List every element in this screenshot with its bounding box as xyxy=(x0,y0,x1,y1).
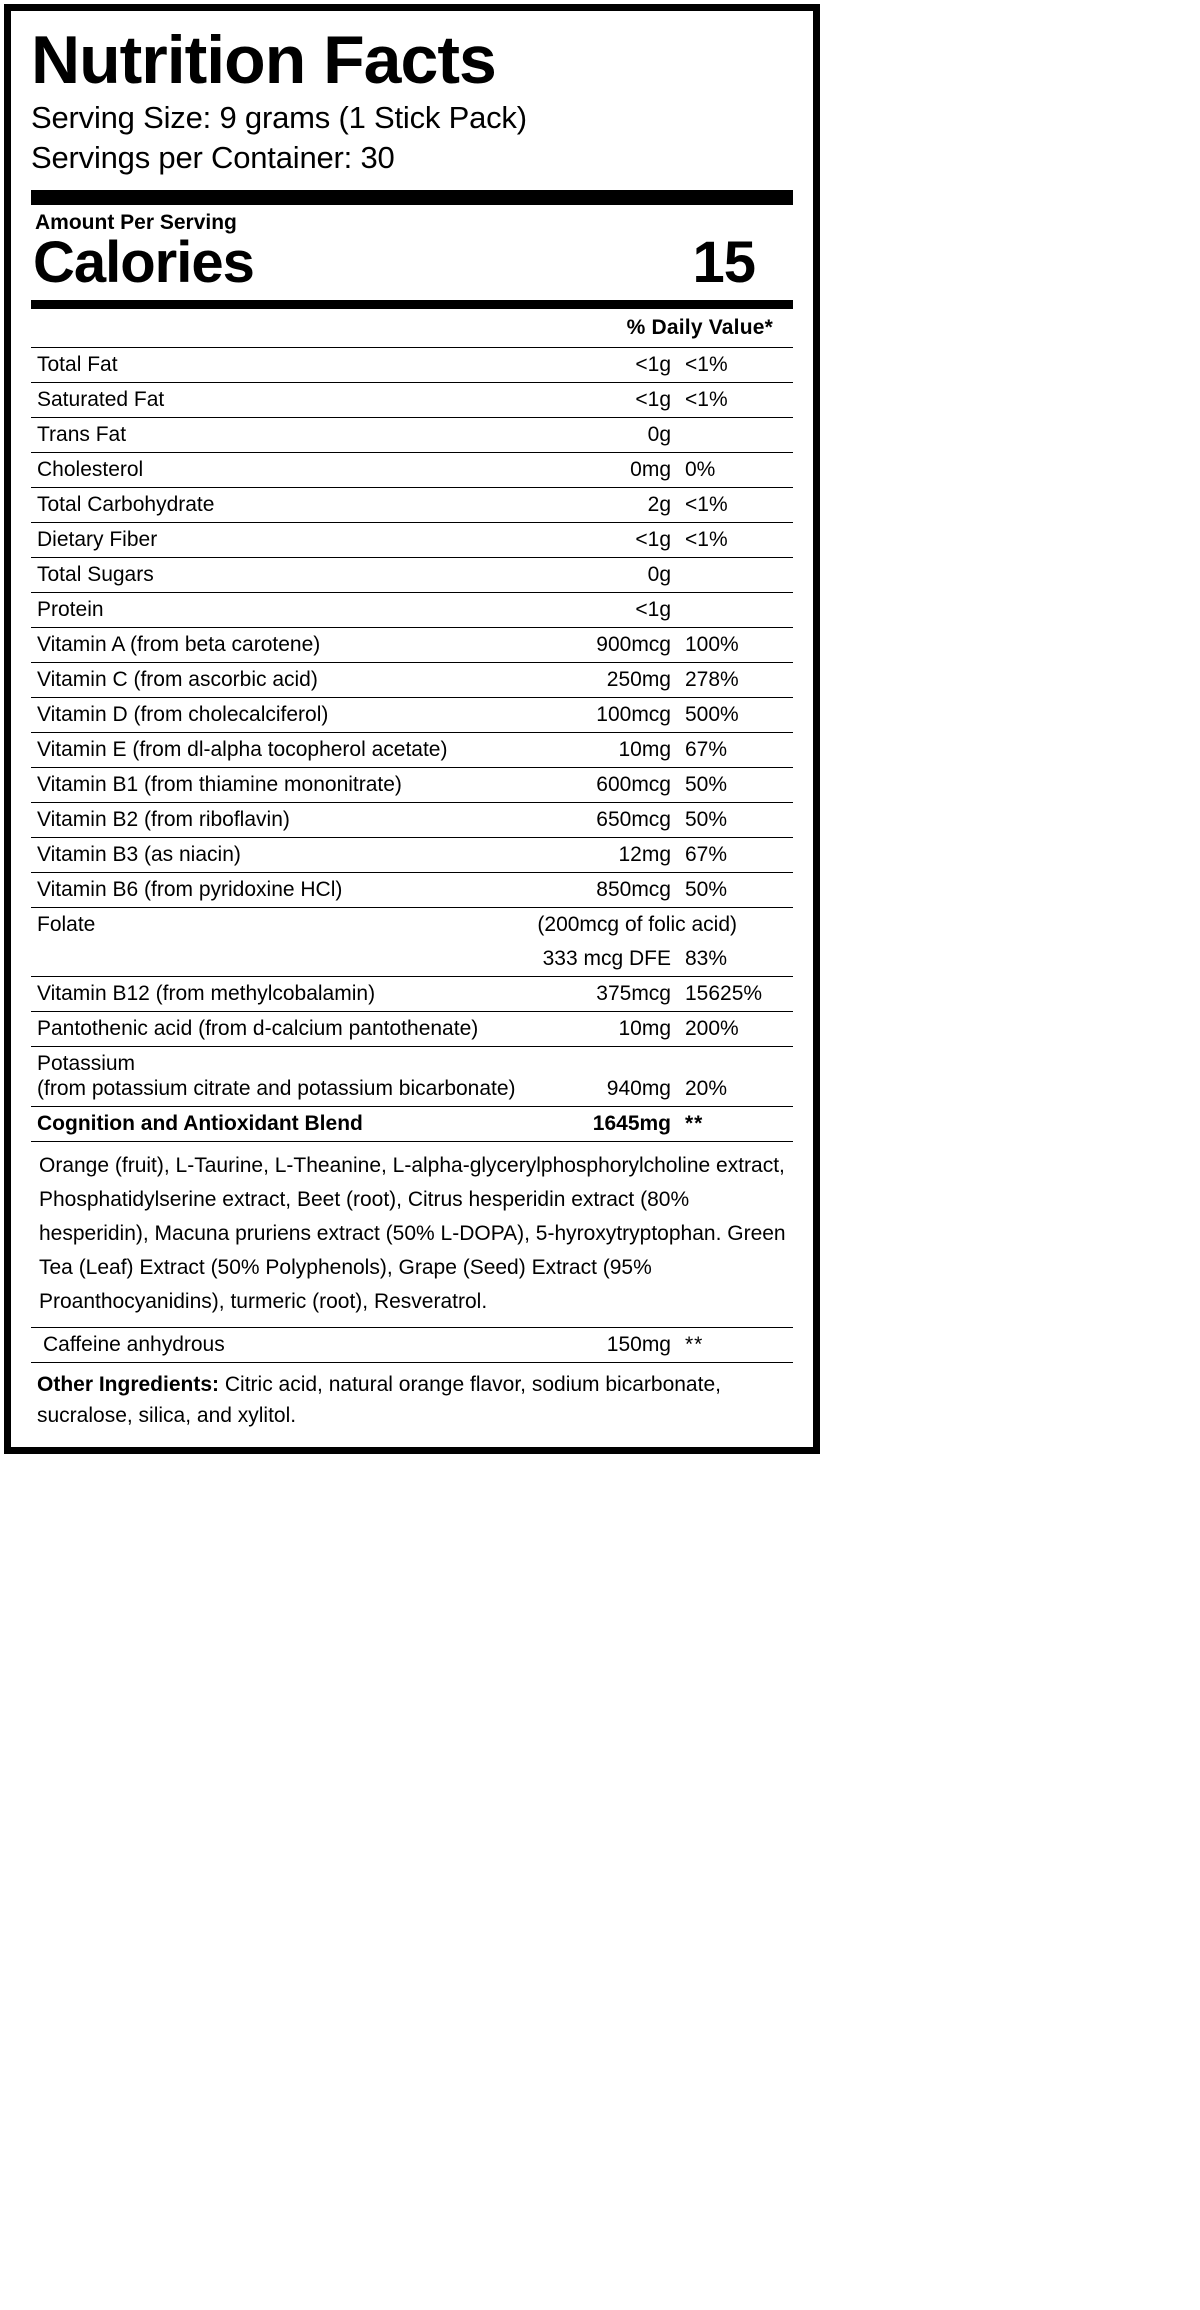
table-row xyxy=(31,697,793,732)
nutrient-name: Trans Fat xyxy=(31,417,533,452)
nutrient-dv: 278% xyxy=(677,662,793,697)
caffeine-table xyxy=(31,1327,793,1362)
nutrient-amount: <1g xyxy=(533,592,677,627)
nutrient-name: Folate xyxy=(31,907,533,942)
servings-per-container-text: Servings per Container: 30 xyxy=(31,140,395,176)
nutrient-amount: 850mcg xyxy=(533,872,677,907)
nutrient-amount: <1g xyxy=(533,382,677,417)
nutrient-amount: <1g xyxy=(533,522,677,557)
nutrient-name: Vitamin B12 (from methylcobalamin) xyxy=(31,976,533,1011)
nutrient-name: Saturated Fat xyxy=(31,382,533,417)
table-row xyxy=(31,976,793,1011)
table-row xyxy=(31,557,793,592)
nutrient-amount: 0g xyxy=(533,417,677,452)
nutrient-name: Vitamin B3 (as niacin) xyxy=(31,837,533,872)
nutrient-name: Total Sugars xyxy=(31,557,533,592)
nutrient-amount: 100mcg xyxy=(533,697,677,732)
nutrient-dv: 50% xyxy=(677,872,793,907)
nutrient-name: Vitamin D (from cholecalciferol) xyxy=(31,697,533,732)
nutrient-dv: 20% xyxy=(677,1046,793,1107)
nutrient-dv: 100% xyxy=(677,627,793,662)
table-row-blend xyxy=(31,1107,793,1142)
blend-name: Cognition and Antioxidant Blend xyxy=(31,1107,533,1142)
calories-label: Calories xyxy=(33,229,254,295)
nutrient-dv: 83% xyxy=(685,946,728,970)
nutrient-name: Vitamin B2 (from riboflavin) xyxy=(31,802,533,837)
blend-dv: ** xyxy=(677,1107,793,1142)
nutrient-name: Vitamin E (from dl-alpha tocopherol acetate) xyxy=(31,732,533,767)
daily-value-header: % Daily Value* xyxy=(626,315,773,339)
table-row-potassium xyxy=(31,1046,793,1107)
table-row xyxy=(31,417,793,452)
nutrition-facts-panel xyxy=(4,4,820,1454)
nutrient-dv: 50% xyxy=(677,767,793,802)
nutrient-name: Vitamin B6 (from pyridoxine HCl) xyxy=(31,872,533,907)
table-row xyxy=(31,347,793,382)
caffeine-amount: 150mg xyxy=(505,1328,677,1363)
caffeine-name: Caffeine anhydrous xyxy=(31,1328,505,1363)
table-row xyxy=(31,487,793,522)
table-row xyxy=(31,872,793,907)
table-row xyxy=(31,592,793,627)
nutrient-name: Vitamin C (from ascorbic acid) xyxy=(31,662,533,697)
folate-spacer xyxy=(31,942,533,977)
amount-per-serving-label: Amount Per Serving xyxy=(35,210,237,234)
nutrient-name: Total Carbohydrate xyxy=(31,487,533,522)
potassium-name xyxy=(31,1046,533,1107)
potassium-name-line1: Potassium xyxy=(37,1051,136,1075)
nutrient-amount: 333 mcg DFE xyxy=(542,946,671,970)
nutrient-dv: 15625% xyxy=(677,976,793,1011)
folate-note: (200mcg of folic acid) xyxy=(533,907,793,942)
potassium-name-line2: (from potassium citrate and potassium bicarbonate) xyxy=(37,1076,516,1100)
nutrient-table xyxy=(31,347,793,1142)
table-row xyxy=(31,382,793,417)
nutrient-name: Protein xyxy=(31,592,533,627)
nutrient-amount: 600mcg xyxy=(533,767,677,802)
nutrient-dv: <1% xyxy=(677,347,793,382)
nutrient-amount: 12mg xyxy=(533,837,677,872)
table-row xyxy=(31,452,793,487)
blend-amount: 1645mg xyxy=(533,1107,677,1142)
nutrient-dv: 200% xyxy=(677,1011,793,1046)
nutrient-dv: 67% xyxy=(677,837,793,872)
other-ingredients-label: Other Ingredients: xyxy=(37,1373,220,1397)
nutrient-dv: 500% xyxy=(677,697,793,732)
nutrient-name: Dietary Fiber xyxy=(31,522,533,557)
table-row xyxy=(31,767,793,802)
table-row xyxy=(31,627,793,662)
table-row xyxy=(31,662,793,697)
nutrient-amount: 0g xyxy=(533,557,677,592)
table-row xyxy=(31,837,793,872)
calories-value: 15 xyxy=(692,229,755,295)
table-row xyxy=(31,732,793,767)
nutrient-amount: <1g xyxy=(533,347,677,382)
nutrient-dv xyxy=(677,592,793,627)
blend-ingredients-text: Orange (fruit), L-Taurine, L-Theanine, L-alpha-glycerylphosphorylcholine extract, Phosphatidylserine extract, Beet (root), Citrus hesperidin extract (80% hesperidin), Macuna pruriens extract (50% L-DOPA), 5-hyroxytryptophan. Green Tea (Leaf) Extract (50% Polyphenols), Grape (Seed) Extract (95% Proanthocyanidins), turmeric (root), Resveratrol. xyxy=(31,1141,793,1327)
nutrient-amount: 2g xyxy=(533,487,677,522)
divider-medium xyxy=(31,300,793,309)
nutrient-name: Pantothenic acid (from d-calcium pantothenate) xyxy=(31,1011,533,1046)
other-ingredients xyxy=(31,1362,793,1433)
nutrient-amount: 10mg xyxy=(533,732,677,767)
table-row-caffeine xyxy=(31,1328,793,1363)
nutrient-amount: 10mg xyxy=(533,1011,677,1046)
nutrient-amount: 940mg xyxy=(533,1046,677,1107)
table-row-folate xyxy=(31,907,793,942)
divider-thick-top xyxy=(31,190,793,205)
nutrient-name: Total Fat xyxy=(31,347,533,382)
table-row-folate-amount xyxy=(31,942,793,977)
nutrient-dv xyxy=(677,557,793,592)
nutrient-dv: <1% xyxy=(677,487,793,522)
serving-size-text: Serving Size: 9 grams (1 Stick Pack) xyxy=(31,100,527,136)
nutrient-dv xyxy=(677,417,793,452)
page-title: Nutrition Facts xyxy=(31,22,496,98)
table-row xyxy=(31,1011,793,1046)
nutrient-name: Cholesterol xyxy=(31,452,533,487)
nutrient-amount: 900mcg xyxy=(533,627,677,662)
other-ingredients-text: Citric acid, natural orange flavor, sodium bicarbonate, sucralose, silica, and xylitol. xyxy=(37,1373,721,1427)
table-row xyxy=(31,522,793,557)
nutrient-dv: <1% xyxy=(677,522,793,557)
caffeine-dv: ** xyxy=(677,1328,793,1363)
nutrient-amount: 0mg xyxy=(533,452,677,487)
nutrient-dv: 0% xyxy=(677,452,793,487)
nutrient-name: Vitamin A (from beta carotene) xyxy=(31,627,533,662)
nutrient-dv: <1% xyxy=(677,382,793,417)
nutrient-amount: 250mg xyxy=(533,662,677,697)
nutrient-name: Vitamin B1 (from thiamine mononitrate) xyxy=(31,767,533,802)
nutrient-dv: 50% xyxy=(677,802,793,837)
nutrient-dv: 67% xyxy=(677,732,793,767)
nutrient-amount: 650mcg xyxy=(533,802,677,837)
nutrient-amount: 375mcg xyxy=(533,976,677,1011)
calories-row xyxy=(31,229,793,296)
table-row xyxy=(31,802,793,837)
